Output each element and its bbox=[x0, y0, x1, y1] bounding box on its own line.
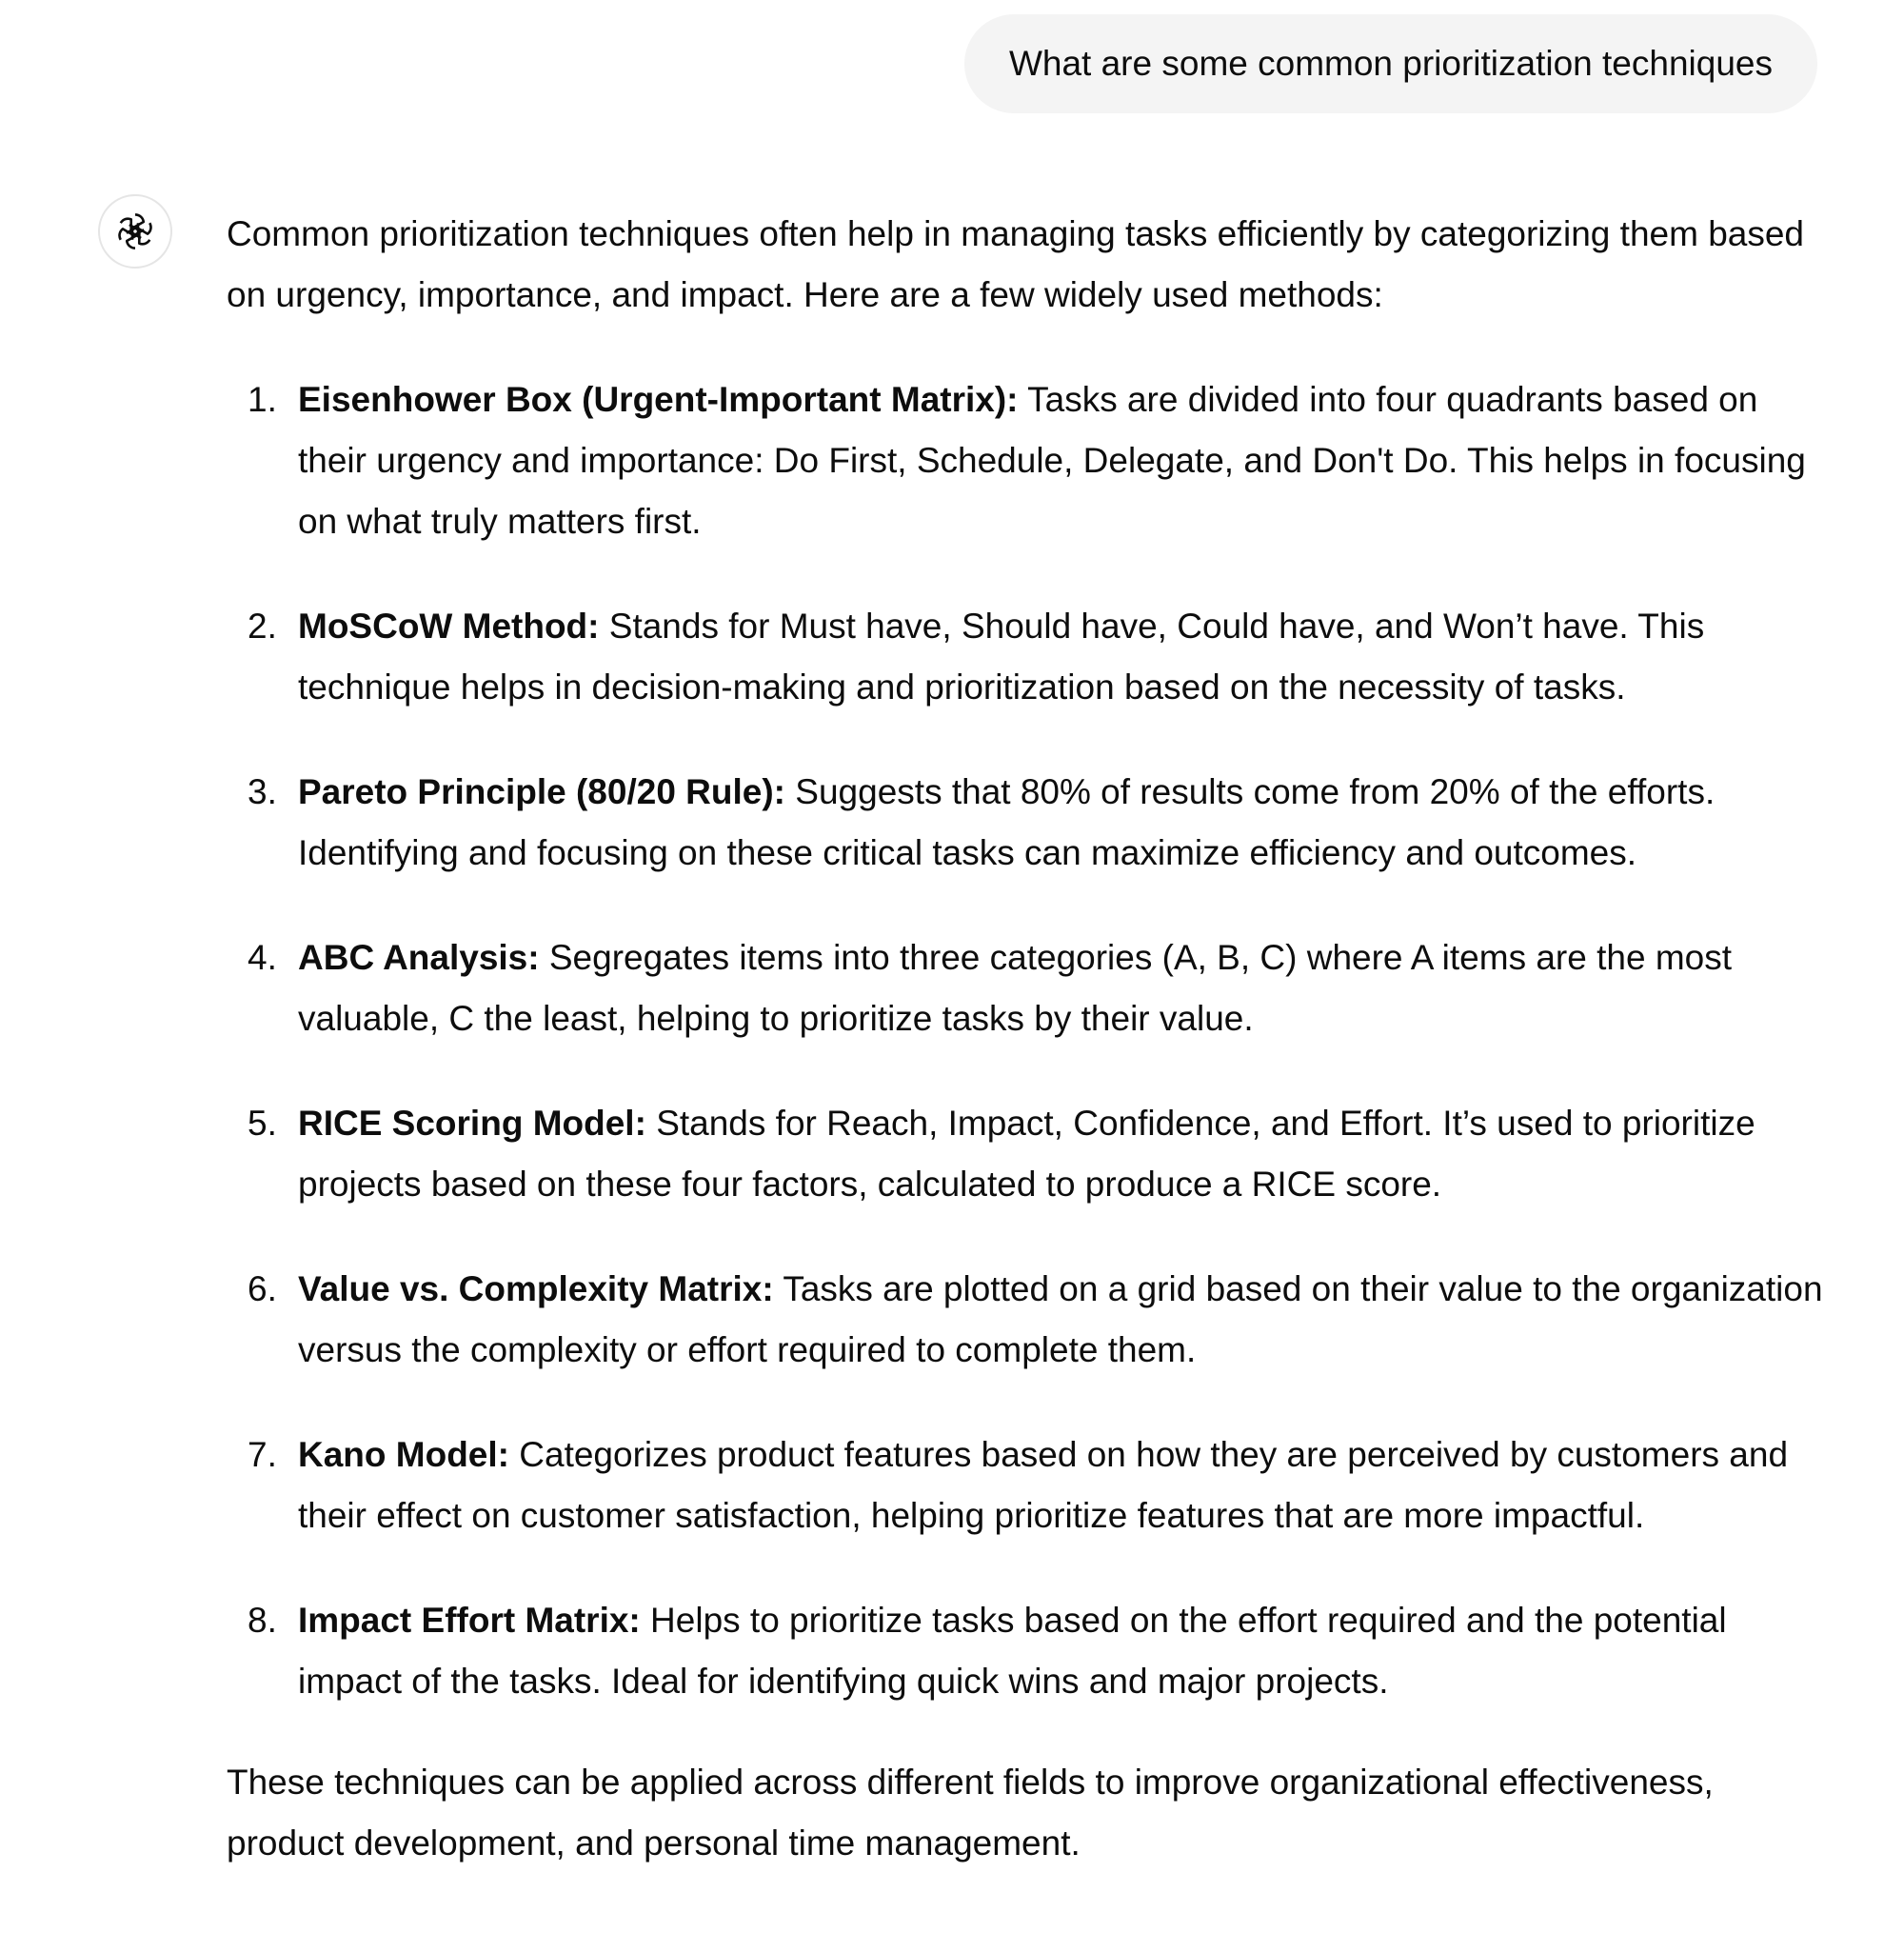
user-message-text: What are some common prioritization techniques bbox=[1008, 44, 1773, 83]
list-item-number: 3. bbox=[248, 772, 277, 811]
list-item bbox=[227, 369, 1826, 552]
list-item bbox=[227, 1259, 1826, 1381]
list-item-term: MoSCoW Method: bbox=[298, 607, 600, 646]
response-intro: Common prioritization techniques often help in managing tasks efficiently by categorizing them based on urgency, importance, and impact. Here are a few widely used methods: bbox=[227, 214, 1805, 314]
list-item-term: RICE Scoring Model: bbox=[298, 1104, 646, 1143]
list-item-number: 1. bbox=[248, 380, 277, 419]
list-item bbox=[227, 1425, 1826, 1546]
list-item-description: Suggests that 80% of results come from 20% of the efforts. Identifying and focusing on these critical tasks can maximize efficiency and outcomes. bbox=[298, 772, 1716, 872]
list-item bbox=[227, 596, 1826, 718]
list-item-description: Stands for Must have, Should have, Could have, and Won’t have. This technique helps in decision-making and prioritization based on the necessity of tasks. bbox=[298, 607, 1705, 707]
list-item-term: Eisenhower Box (Urgent-Important Matrix): bbox=[298, 380, 1019, 419]
list-item-description: Segregates items into three categories (A, B, C) where A items are the most valuable, C the least, helping to prioritize tasks by their value. bbox=[298, 938, 1732, 1038]
list-item-term: Value vs. Complexity Matrix: bbox=[298, 1269, 774, 1308]
list-item-number: 4. bbox=[248, 938, 277, 977]
techniques-list bbox=[227, 369, 1826, 1712]
list-item-description: Helps to prioritize tasks based on the effort required and the potential impact of the tasks. Ideal for identifying quick wins and major projects. bbox=[298, 1601, 1727, 1701]
user-message-bubble bbox=[964, 14, 1817, 113]
list-item-term: ABC Analysis: bbox=[298, 938, 540, 977]
assistant-avatar bbox=[98, 194, 172, 269]
response-outro: These techniques can be applied across different fields to improve organizational effectiveness, product development, and personal time management. bbox=[227, 1763, 1714, 1863]
list-item bbox=[227, 1093, 1826, 1215]
list-item-description: Tasks are divided into four quadrants based on their urgency and importance: Do First, Schedule, Delegate, and Don't Do. This helps in focusing on what truly matters first. bbox=[298, 380, 1806, 541]
list-item-number: 7. bbox=[248, 1435, 277, 1474]
list-item-number: 6. bbox=[248, 1269, 277, 1308]
list-item bbox=[227, 927, 1826, 1049]
openai-logo-icon bbox=[112, 209, 158, 254]
list-item-description: Stands for Reach, Impact, Confidence, and Effort. It’s used to prioritize projects based on these four factors, calculated to produce a RICE score. bbox=[298, 1104, 1755, 1204]
list-item-description: Tasks are plotted on a grid based on their value to the organization versus the complexity or effort required to complete them. bbox=[298, 1269, 1823, 1369]
list-item-term: Pareto Principle (80/20 Rule): bbox=[298, 772, 786, 811]
list-item-term: Impact Effort Matrix: bbox=[298, 1601, 641, 1640]
assistant-response bbox=[227, 204, 1826, 1874]
list-item-number: 2. bbox=[248, 607, 277, 646]
list-item-term: Kano Model: bbox=[298, 1435, 509, 1474]
list-item-number: 8. bbox=[248, 1601, 277, 1640]
list-item-number: 5. bbox=[248, 1104, 277, 1143]
list-item bbox=[227, 1590, 1826, 1712]
list-item-description: Categorizes product features based on how they are perceived by customers and their effect on customer satisfaction, helping prioritize features that are more impactful. bbox=[298, 1435, 1789, 1535]
list-item bbox=[227, 762, 1826, 884]
